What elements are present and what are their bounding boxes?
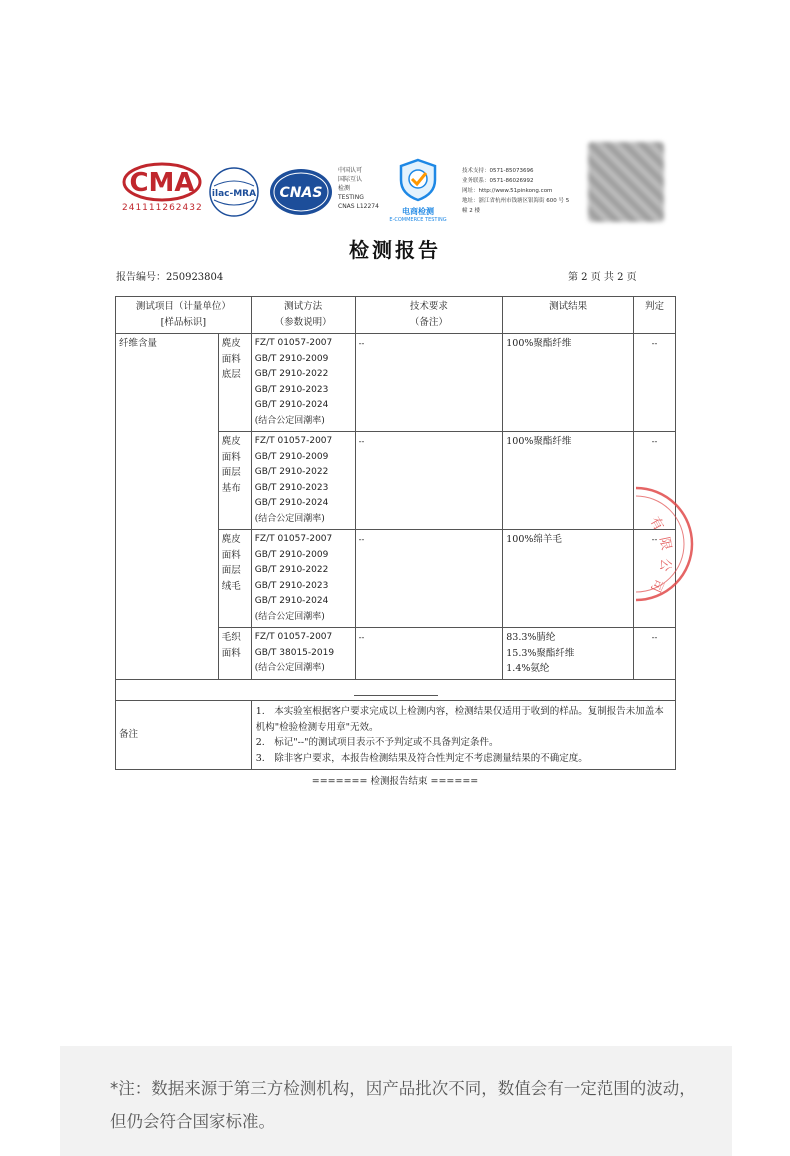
result-line: 100%聚酯纤维 [506,436,572,447]
header-text: （参数说明） [274,316,332,328]
method-cell [251,530,355,628]
method-line: FZ/T 01057-2007 [254,338,333,348]
method-line: (结合公定回潮率) [254,415,325,426]
method-cell [251,432,355,530]
method-cell [251,334,355,432]
method-line: GB/T 2910-2009 [254,549,329,560]
method-line: GB/T 2910-2024 [254,596,329,606]
result-cell [503,530,634,628]
method-line: (结合公定回潮率) [254,611,325,622]
cnas-icon [268,166,334,218]
header-logos [112,150,672,230]
result-line: 1.4%氨纶 [506,663,550,674]
svg-text:司: 司 [647,576,667,595]
contact-info [462,166,569,216]
result-line: 100%聚酯纤维 [506,338,572,349]
sample-cell: 麂皮面料面层绒毛 [218,530,251,628]
requirement-cell: -- [355,628,503,680]
header-judgement: 判定 [634,297,676,334]
header-method [251,297,355,334]
cma-number: 241111262432 [122,203,203,213]
cnas-caption-line: 中国认可 [338,167,363,174]
page-indicator: 第 2 页 共 2 页 [568,272,637,283]
contact-line: 幢 2 楼 [462,208,480,214]
header-text: [样品标识] [160,316,207,328]
cnas-caption-line: CNAS L12274 [338,203,379,210]
result-line: 83.3%腈纶 [506,632,556,643]
method-line: FZ/T 01057-2007 [254,632,333,642]
svg-text:CMA: CMA [129,168,195,198]
method-line: GB/T 2910-2023 [254,384,329,395]
ilac-mra-icon [208,166,260,218]
cnas-logo [268,166,334,222]
ilac-mra-logo [208,166,260,222]
official-seal-stamp [636,484,696,608]
judgement-cell: -- [634,628,676,680]
header-result: 测试结果 [503,297,634,334]
method-line: GB/T 2910-2009 [254,451,329,462]
ecommerce-testing-logo [388,158,448,223]
cnas-caption-line: 检测 [338,185,351,192]
result-line: 100%绵羊毛 [506,534,562,545]
ecommerce-label-en: E-COMMERCE TESTING [389,217,447,223]
judgement-cell: -- [634,334,676,432]
report-number: 报告编号：250923804 [116,272,224,283]
item-name-cell: 纤维含量 [116,334,219,680]
contact-line: 技术支持：0571-85073696 [462,168,534,174]
svg-text:有: 有 [646,514,667,534]
contact-line: 地址：浙江省杭州市钱塘区银海街 600 号 5 [462,198,570,204]
result-cell [503,432,634,530]
svg-text:CNAS: CNAS [279,185,323,201]
report-end-marker: ======= 检测报告结束 ====== [311,776,479,787]
svg-text:ilac-MRA: ilac-MRA [211,189,257,199]
judgement-cell: -- [634,530,676,628]
results-table [115,296,676,770]
footer-disclaimer [60,1046,732,1156]
method-line: GB/T 2910-2022 [254,565,329,575]
header-item [116,297,252,334]
cma-mark-icon [122,162,202,202]
header-text: （备注） [409,316,448,328]
result-line: 15.3%聚酯纤维 [506,647,575,659]
method-line: GB/T 2910-2024 [254,400,329,410]
cma-logo [122,162,202,213]
header-text: 测试方法 [284,301,323,312]
remarks-label: 备注 [116,701,252,770]
blurred-qr-code [588,142,664,222]
remark-item: 2. 标记"--"的测试项目表示不予判定或不具备判定条件。 [255,737,499,748]
header-requirement [355,297,503,334]
judgement-cell: -- [634,432,676,530]
sample-cell: 麂皮面料面层基布 [218,432,251,530]
requirement-cell: -- [355,432,503,530]
header-text: 测试项目（计量单位） [135,301,231,312]
method-line: FZ/T 01057-2007 [254,534,333,544]
result-cell [503,334,634,432]
cnas-caption-line: 国际互认 [338,176,363,183]
sample-cell: 麂皮面料底层 [218,334,251,432]
method-line: GB/T 2910-2023 [254,482,329,493]
method-line: GB/T 2910-2009 [254,353,329,364]
separator-row [116,680,676,701]
remarks-row [116,701,676,770]
table-row [116,334,676,432]
requirement-cell: -- [355,334,503,432]
separator-line [354,695,438,696]
report-title: 检测报告 [349,238,441,262]
ecommerce-label-cn: 电商检测 [402,207,434,216]
requirement-cell: -- [355,530,503,628]
method-line: GB/T 38015-2019 [254,647,335,658]
contact-line: 业务联系：0571-86026992 [462,178,534,184]
sample-cell: 毛织面料 [218,628,251,680]
method-line: FZ/T 01057-2007 [254,436,333,446]
method-line: (结合公定回潮率) [254,663,325,673]
contact-line: 网址：http://www.51pinkong.com [462,188,553,194]
method-line: GB/T 2910-2024 [254,498,329,508]
footer-disclaimer-text: *注：数据来源于第三方检测机构，因产品批次不同，数值会有一定范围的波动，但仍会符合国家标准。 [110,1079,696,1131]
seal-icon [636,484,696,604]
remark-item: 3. 除非客户要求，本报告检测结果及符合性判定不考虑测量结果的不确定度。 [255,752,588,764]
svg-text:限: 限 [656,535,674,552]
method-line: GB/T 2910-2022 [254,369,329,379]
table-header-row [116,297,676,334]
header-text: 技术要求 [409,301,448,312]
method-line: GB/T 2910-2022 [254,467,329,477]
method-line: GB/T 2910-2023 [254,580,329,591]
remark-item: 1. 本实验室根据客户要求完成以上检测内容，检测结果仅适用于收到的样品。复制报告未加盖本机构"检验检测专用章"无效。 [255,706,664,733]
cnas-caption [338,166,379,211]
method-line: (结合公定回潮率) [254,513,325,524]
method-cell [251,628,355,680]
cnas-caption-line: TESTING [338,194,364,201]
remarks-cell [251,701,675,770]
svg-text:公: 公 [656,557,673,573]
shield-check-icon [398,158,438,202]
result-cell [503,628,634,680]
